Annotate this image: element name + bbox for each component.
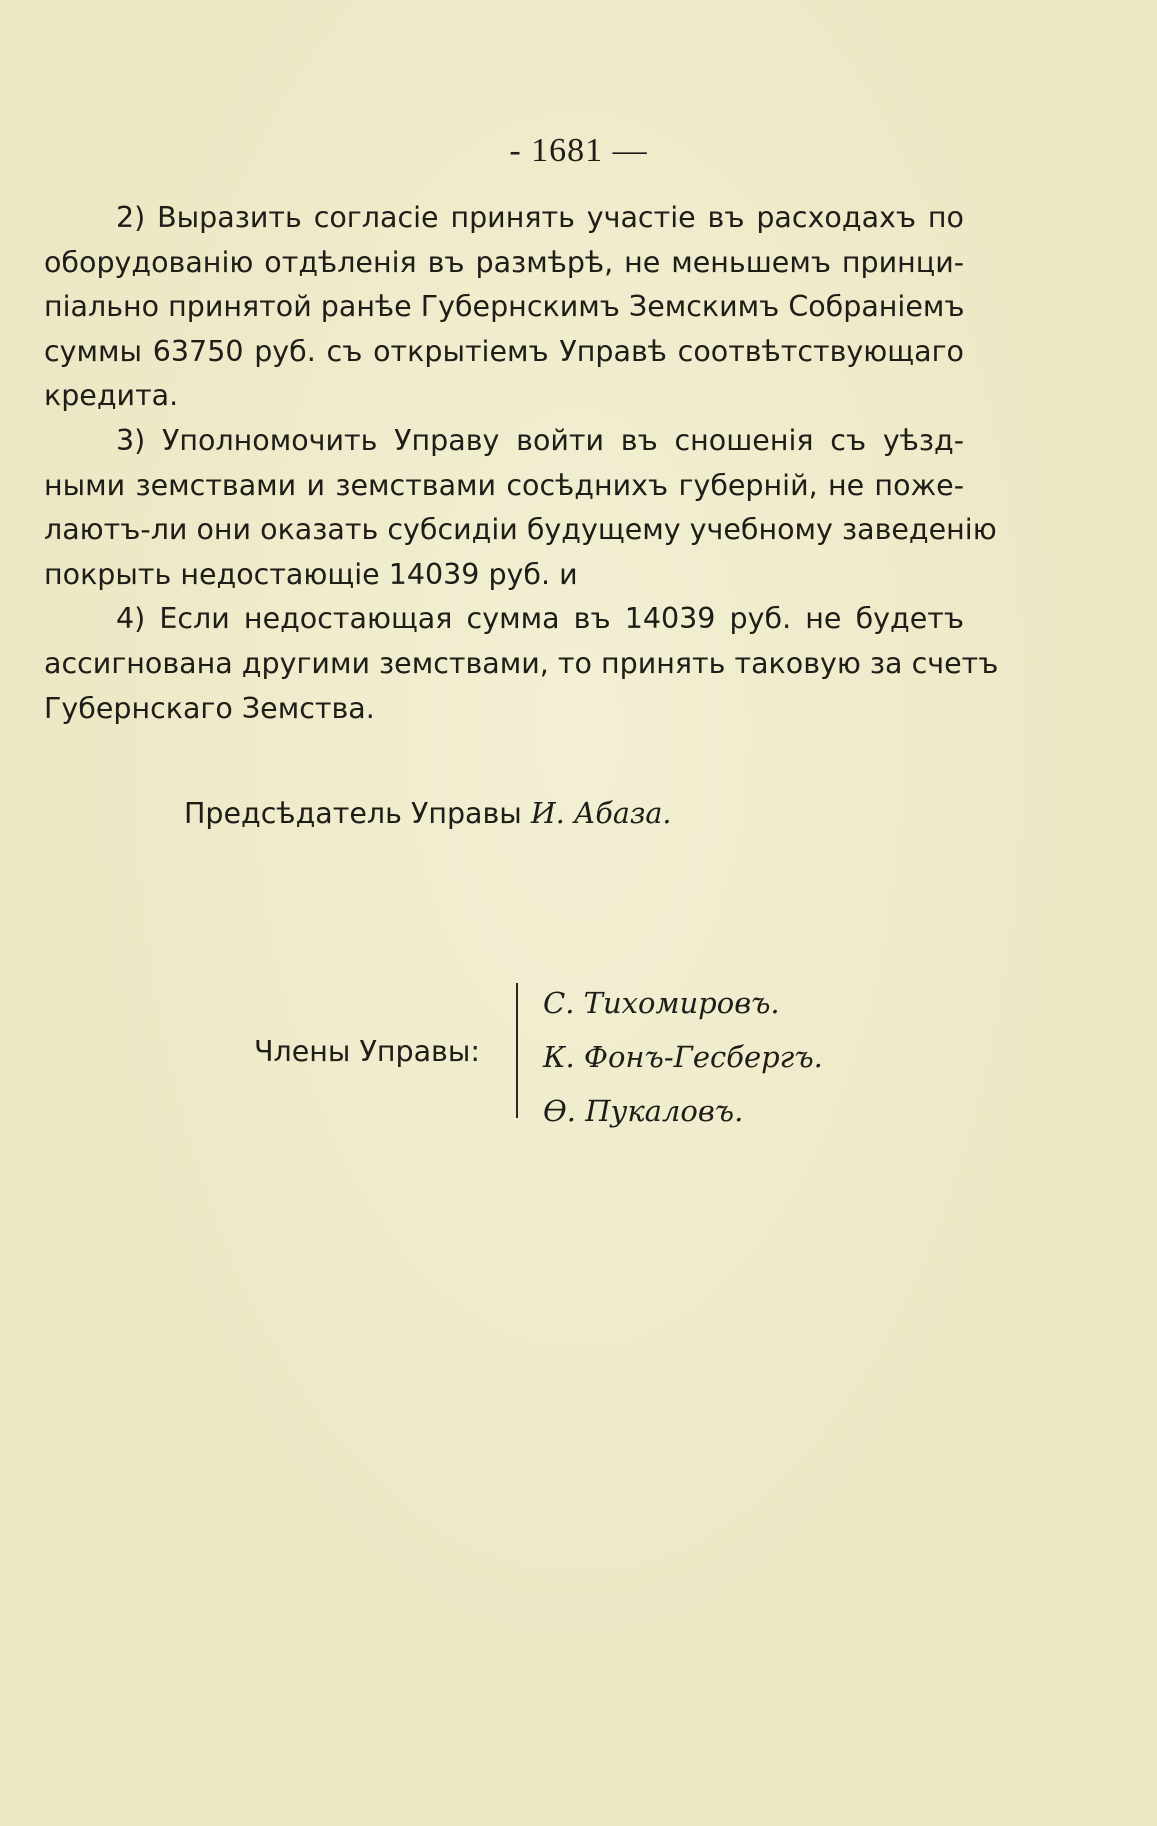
members-divider bbox=[516, 983, 518, 1118]
body-text bbox=[44, 196, 999, 731]
text-line: Губернскаго Земства. bbox=[44, 691, 375, 725]
text-line: 2) Выразить согласіе принять участіе въ расходахъ по bbox=[116, 201, 964, 234]
member-name: Ѳ. Пукаловъ. bbox=[543, 1094, 744, 1128]
text-line: кредита. bbox=[44, 379, 179, 413]
text-line: суммы 63750 руб. съ открытіемъ Управѣ соотвѣтствующаго bbox=[44, 334, 964, 368]
text-line: оборудованію отдѣленія въ размѣрѣ, не меньшемъ принци- bbox=[44, 245, 964, 279]
text-line: 3) Уполномочить Управу войти въ сношенія съ уѣзд- bbox=[116, 423, 964, 457]
member-name: С. Тихомировъ. bbox=[543, 986, 780, 1020]
members-list bbox=[543, 976, 823, 1138]
chairman-title: Предсѣдатель Управы bbox=[184, 797, 522, 830]
text-line: 4) Если недостающая сумма въ 14039 руб. не будетъ bbox=[116, 602, 964, 636]
chairman-name: И. Абаза. bbox=[530, 797, 672, 830]
members-label: Члены Управы: bbox=[254, 1035, 480, 1068]
text-line: ассигнована другими земствами, то принять таковую за счетъ bbox=[44, 646, 999, 680]
text-line: покрыть недостающіе 14039 руб. и bbox=[44, 557, 578, 591]
text-line: лаютъ-ли они оказать субсидіи будущему учебному заведенію bbox=[44, 513, 997, 547]
member-name: К. Фонъ-Гесбергъ. bbox=[543, 1040, 823, 1074]
chairman-signature bbox=[184, 797, 671, 830]
text-line: піально принятой ранѣе Губернскимъ Земскимъ Собраніемъ bbox=[44, 290, 965, 324]
page-number: - 1681 — bbox=[509, 132, 648, 169]
text-line: ными земствами и земствами сосѣднихъ губерній, не поже- bbox=[44, 468, 964, 502]
